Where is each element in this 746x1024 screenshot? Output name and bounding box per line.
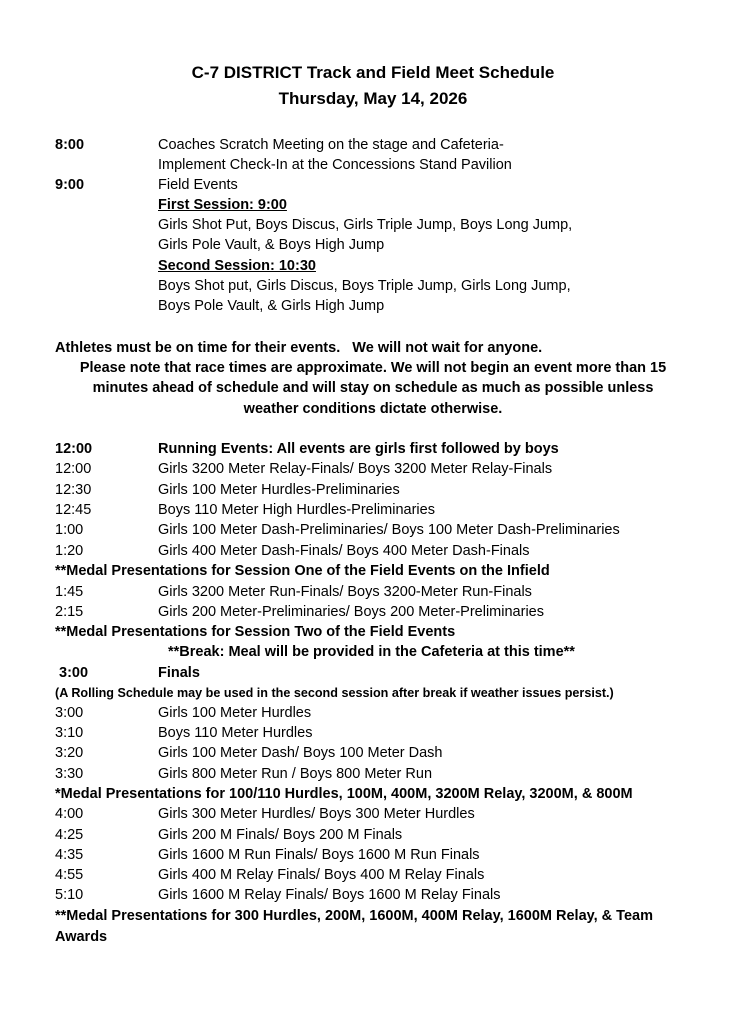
medal-notice: **Medal Presentations for Session Two of the Field Events [55, 624, 456, 640]
event-description: Implement Check-In at the Concessions Stand Pavilion [158, 157, 512, 173]
event-description: Girls 100 Meter Hurdles-Preliminaries [158, 482, 400, 498]
event-description: Boys Shot put, Girls Discus, Boys Triple Jump, Girls Long Jump, [158, 278, 571, 294]
session-heading: First Session: 9:00 [158, 197, 287, 213]
time-label: 12:30 [55, 482, 92, 498]
page-date: Thursday, May 14, 2026 [278, 89, 468, 108]
time-label: 12:45 [55, 502, 92, 518]
break-notice: **Break: Meal will be provided in the Cafeteria at this time** [168, 644, 575, 660]
event-description: Girls 200 Meter-Preliminaries/ Boys 200 Meter-Preliminaries [158, 604, 544, 620]
notice-text: Please note that race times are approximate. We will not begin an event more than 15 [79, 360, 667, 376]
event-description: Girls 100 Meter Hurdles [158, 705, 312, 721]
time-label: 9:00 [55, 177, 85, 193]
time-label: 12:00 [55, 441, 93, 457]
event-description: Coaches Scratch Meeting on the stage and Cafeteria- [158, 137, 504, 153]
notice-text: weather conditions dictate otherwise. [243, 401, 503, 417]
time-label: 1:00 [55, 522, 84, 538]
event-description: Girls 800 Meter Run / Boys 800 Meter Run [158, 766, 433, 782]
medal-notice: Awards [55, 929, 108, 945]
event-description: Girls 1600 M Run Finals/ Boys 1600 M Run Finals [158, 847, 480, 863]
schedule-note: (A Rolling Schedule may be used in the second session after break if weather issues persist.) [55, 686, 614, 700]
time-label: 4:35 [55, 847, 84, 863]
section-heading: Running Events: All events are girls first followed by boys [158, 441, 559, 457]
time-label: 4:00 [55, 806, 84, 822]
time-label: 3:10 [55, 725, 84, 741]
time-label: 1:45 [55, 584, 84, 600]
medal-notice: **Medal Presentations for Session One of the Field Events on the Infield [55, 563, 550, 579]
notice-text: Athletes must be on time for their events. We will not wait for anyone. [55, 340, 543, 356]
time-label: 12:00 [55, 461, 92, 477]
time-label: 3:00 [59, 665, 89, 681]
medal-notice: **Medal Presentations for 300 Hurdles, 200M, 1600M, 400M Relay, 1600M Relay, & Team [55, 908, 653, 924]
time-label: 1:20 [55, 543, 84, 559]
event-description: Girls 100 Meter Dash/ Boys 100 Meter Dash [158, 745, 443, 761]
event-description: Girls 100 Meter Dash-Preliminaries/ Boys 100 Meter Dash-Preliminaries [158, 522, 620, 538]
time-label: 3:20 [55, 745, 84, 761]
time-label: 2:15 [55, 604, 84, 620]
event-description: Girls Shot Put, Boys Discus, Girls Triple Jump, Boys Long Jump, [158, 217, 573, 233]
event-description: Boys 110 Meter High Hurdles-Preliminaries [158, 502, 435, 518]
event-description: Girls 3200 Meter Run-Finals/ Boys 3200-Meter Run-Finals [158, 584, 532, 600]
time-label: 8:00 [55, 137, 85, 153]
event-description: Boys 110 Meter Hurdles [158, 725, 313, 741]
event-description: Girls Pole Vault, & Boys High Jump [158, 237, 385, 253]
event-description: Girls 3200 Meter Relay-Finals/ Boys 3200 Meter Relay-Finals [158, 461, 553, 477]
event-description: Girls 400 M Relay Finals/ Boys 400 M Relay Finals [158, 867, 485, 883]
section-heading: Finals [158, 665, 200, 681]
time-label: 3:00 [55, 705, 84, 721]
medal-notice: *Medal Presentations for 100/110 Hurdles, 100M, 400M, 3200M Relay, 3200M, & 800M [55, 786, 633, 802]
time-label: 5:10 [55, 887, 84, 903]
time-label: 3:30 [55, 766, 84, 782]
notice-text: minutes ahead of schedule and will stay on schedule as much as possible unless [92, 380, 654, 396]
time-label: 4:25 [55, 827, 84, 843]
page-title: C-7 DISTRICT Track and Field Meet Schedule [191, 63, 555, 82]
event-description: Girls 200 M Finals/ Boys 200 M Finals [158, 827, 403, 843]
event-description: Girls 400 Meter Dash-Finals/ Boys 400 Meter Dash-Finals [158, 543, 530, 559]
session-heading: Second Session: 10:30 [158, 258, 316, 274]
event-description: Girls 300 Meter Hurdles/ Boys 300 Meter Hurdles [158, 806, 475, 822]
event-description: Girls 1600 M Relay Finals/ Boys 1600 M Relay Finals [158, 887, 501, 903]
event-description: Boys Pole Vault, & Girls High Jump [158, 298, 385, 314]
event-description: Field Events [158, 177, 238, 193]
time-label: 4:55 [55, 867, 84, 883]
